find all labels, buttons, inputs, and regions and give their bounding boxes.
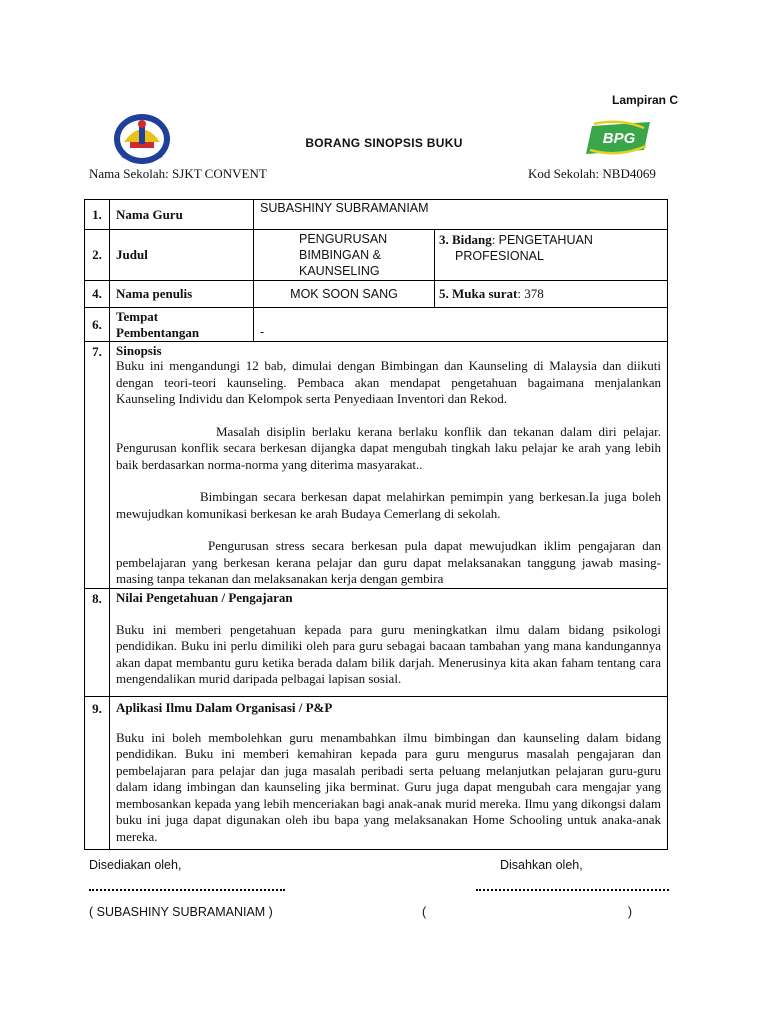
synopsis-paragraph: Masalah disiplin berlaku kerana berlaku konflik dan tekanan dalam diri pelajar. Pengurusan konflik secara berkesan dijangka dapat mengubah tingkah laku pelajar ke arah yang lebih baik berdasarkan norma-norma yang diterima masyarakat.. xyxy=(116,423,661,472)
field-cell: 3. Bidang: PENGETAHUAN PROFESIONAL xyxy=(435,230,668,281)
knowledge-cell xyxy=(110,588,668,696)
appendix-label: Lampiran C xyxy=(611,93,678,107)
book-title-value xyxy=(254,230,435,281)
form-row-title xyxy=(85,230,668,281)
approved-by-name xyxy=(422,905,632,919)
approved-signature-line xyxy=(476,889,669,891)
pages-label: 5. Muka surat xyxy=(439,286,518,301)
field-label: 3. Bidang xyxy=(439,232,492,247)
field-value-line: PROFESIONAL xyxy=(455,249,544,263)
venue-value: - xyxy=(254,308,668,342)
book-title-line: PENGURUSAN xyxy=(299,232,388,246)
teacher-name-value: SUBASHINY SUBRAMANIAM xyxy=(254,200,668,230)
book-title-line: KAUNSELING xyxy=(299,264,380,278)
approved-by-label: Disahkan oleh, xyxy=(500,858,583,872)
school-code-label: Kod Sekolah: xyxy=(528,166,600,181)
form-row-teacher xyxy=(85,200,668,230)
pages-value: 378 xyxy=(524,286,544,301)
application-cell xyxy=(110,696,668,849)
form-row-synopsis xyxy=(85,342,668,589)
synopsis-form-table xyxy=(84,199,668,850)
teacher-name-label: Nama Guru xyxy=(110,200,254,230)
venue-label-line: Tempat xyxy=(116,308,159,324)
author-label: Nama penulis xyxy=(110,281,254,308)
row-number: 7. xyxy=(85,342,110,589)
prepared-signature-line xyxy=(89,889,285,891)
svg-text:BPG: BPG xyxy=(602,130,636,147)
school-name-label: Nama Sekolah: xyxy=(89,166,169,181)
school-name xyxy=(89,166,267,182)
pages-cell: 5. Muka surat: 378 xyxy=(435,281,668,308)
row-number: 6. xyxy=(85,308,110,342)
knowledge-paragraph: Buku ini memberi pengetahuan kepada para guru meningkatkan ilmu dalam bidang psikologi pendidikan. Buku ini perlu dimiliki oleh para guru sebagai bacaan tambahan yang mana kandungannya akan dapat membantu guru ketika berada dalam bilik darjah. Menerusinya kita akan faham tentang cara mengendalikan murid daripada pelbagai lapisan sosial. xyxy=(116,621,661,686)
field-value-line: PENGETAHUAN xyxy=(498,233,593,247)
synopsis-paragraph: Buku ini mengandungi 12 bab, dimulai dengan Bimbingan dan Kaunseling di Malaysia dan diikuti dengan teori-teori kaunseling. Pembaca akan mendapat pengetahuan bagaimana menjalankan Kaunseling Individu dan Kelompok serta Penyediaan Inventori dan Rekod. xyxy=(116,358,661,406)
book-title-label: Judul xyxy=(110,230,254,281)
row-number: 9. xyxy=(85,696,110,849)
venue-label-line: Pembentangan xyxy=(116,324,200,340)
prepared-by-name: ( SUBASHINY SUBRAMANIAM ) xyxy=(89,905,273,919)
author-value: MOK SOON SANG xyxy=(254,281,435,308)
row-number: 2. xyxy=(85,230,110,281)
school-code xyxy=(528,166,656,182)
prepared-by-label: Disediakan oleh, xyxy=(89,858,182,872)
row-number: 1. xyxy=(85,200,110,230)
form-row-application xyxy=(85,696,668,849)
school-name-value: SJKT CONVENT xyxy=(172,166,267,181)
form-row-knowledge xyxy=(85,588,668,696)
synopsis-paragraph: Pengurusan stress secara berkesan pula dapat mewujudkan iklim pengajaran dan pembelajaran yang berkesan kerana pelajar dan guru dapat melaksanakan tanggung jawab masing-masing tanpa tekanan dan melaksanakan kerja dengan gembira xyxy=(116,538,661,586)
form-row-venue xyxy=(85,308,668,342)
knowledge-label: Nilai Pengetahuan / Pengajaran xyxy=(116,589,293,605)
form-title: BORANG SINOPSIS BUKU xyxy=(305,136,463,150)
row-number: 4. xyxy=(85,281,110,308)
application-paragraph: Buku ini boleh membolehkan guru menambahkan ilmu bimbingan dan kaunseling dalam bidang pendidikan. Buku ini memberi kemahiran kepada para guru mengurus masalah pengajaran dan pembelajaran para pelajar dan juga masalah peribadi serta peluang melanjutkan pelajaran guru-guru dalam idang imbingan dan kaunseling jika berminat. Guru juga dapat mengubah cara mengajar yang membosankan kepada yang lebih menceriakan bagi anak-anak murid mereka. Ilmu yang dikongsi dalam buku ini juga dapat digunakan oleh ibu bapa yang melaksanakan Home Schooling untuk anaka-anak mereka. xyxy=(116,729,661,844)
synopsis-paragraph: Bimbingan secara berkesan dapat melahirkan pemimpin yang berkesan.Ia juga boleh mewujudkan komunikasi berkesan ke arah Budaya Cemerlang di sekolah. xyxy=(116,489,661,521)
synopsis-cell xyxy=(110,342,668,589)
synopsis-label: Sinopsis xyxy=(116,343,162,358)
school-code-value: NBD4069 xyxy=(602,166,656,181)
approved-open-paren: ( xyxy=(422,905,427,919)
approved-close-paren: ) xyxy=(627,905,632,919)
venue-label xyxy=(110,308,254,342)
row-number: 8. xyxy=(85,588,110,696)
book-title-line: BIMBINGAN & xyxy=(299,248,381,262)
form-row-author xyxy=(85,281,668,308)
application-label: Aplikasi Ilmu Dalam Organisasi / P&P xyxy=(116,699,333,715)
